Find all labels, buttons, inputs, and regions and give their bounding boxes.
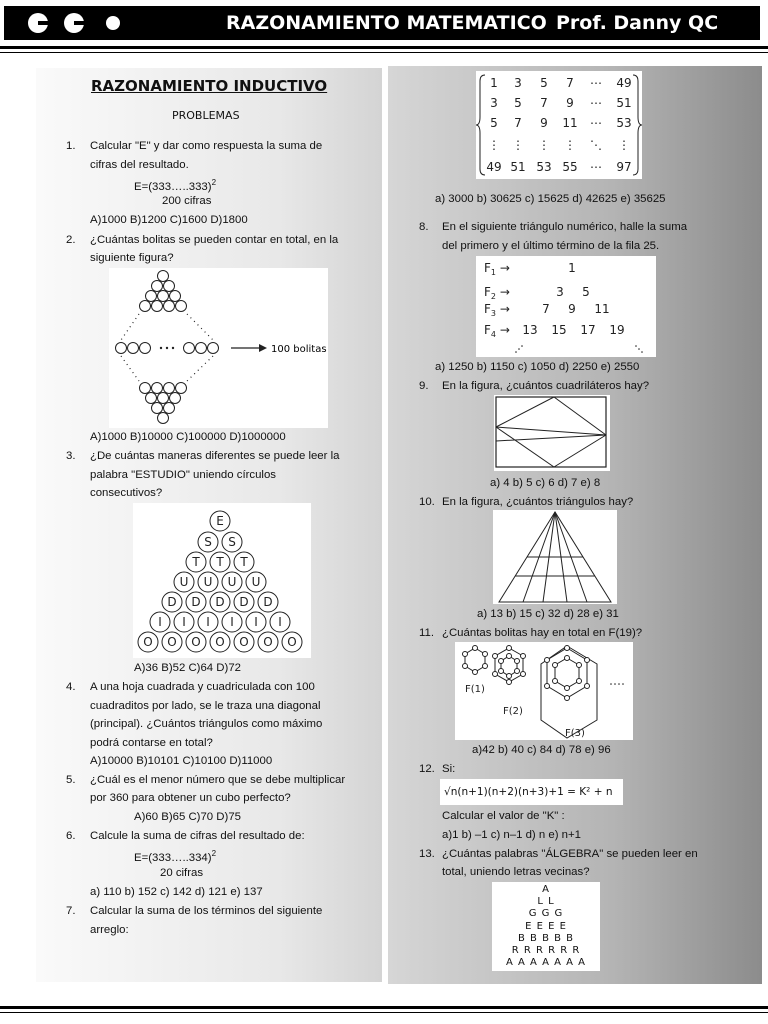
top-rule bbox=[0, 46, 768, 49]
letter-s: S bbox=[204, 535, 212, 549]
matrix-cell: 9 bbox=[566, 96, 574, 110]
letter-u: U bbox=[179, 575, 189, 589]
matrix-cell: 49 bbox=[486, 160, 502, 174]
answer-options: A)60 B)65 C)70 D)75 bbox=[134, 811, 241, 823]
estudio-figure bbox=[133, 503, 311, 658]
problem-text: ¿De cuántas maneras diferentes se puede leer la bbox=[90, 450, 340, 462]
bottom-rule-thin bbox=[0, 1012, 768, 1013]
matrix-cell: 5 bbox=[540, 76, 548, 90]
matrix-cell: 5 bbox=[514, 96, 522, 110]
answer-options: A)10000 B)10101 C)10100 D)11000 bbox=[90, 755, 273, 767]
answer-options: a) 3000 b) 30625 c) 15625 d) 42625 e) 35625 bbox=[435, 193, 666, 205]
matrix-cell: 7 bbox=[514, 116, 522, 130]
matrix-cell: 49 bbox=[616, 76, 632, 90]
algebra-row: A A A A A A A bbox=[506, 957, 586, 969]
letter-d: D bbox=[263, 595, 273, 609]
balls-diagram bbox=[109, 268, 328, 428]
problem-text: (principal). ¿Cuántos triángulos como máximo bbox=[90, 718, 323, 730]
letter-u: U bbox=[203, 575, 213, 589]
problem-text: podrá contarse en total? bbox=[90, 737, 213, 749]
section-subtitle: PROBLEMAS bbox=[172, 109, 240, 122]
letter-d: D bbox=[191, 595, 201, 609]
letter-o: O bbox=[263, 635, 273, 649]
matrix-cell: ⋮ bbox=[512, 138, 524, 152]
triangle-diagram bbox=[493, 510, 617, 604]
triangle-value: 5 bbox=[582, 285, 590, 299]
triangle-figure bbox=[493, 510, 617, 604]
triangle-value: 9 bbox=[568, 302, 576, 316]
problem-text: Calcular la suma de los términos del siguiente bbox=[90, 905, 323, 917]
algebra-row: R R R R R R bbox=[511, 945, 581, 957]
problem-text: consecutivos? bbox=[90, 487, 163, 499]
letter-u: U bbox=[227, 575, 237, 589]
formula-box bbox=[440, 779, 623, 805]
algebra-triangle bbox=[492, 884, 600, 969]
problem-text: Si: bbox=[442, 763, 456, 775]
problem-text: siguiente figura? bbox=[90, 252, 174, 264]
matrix-cell: ⋮ bbox=[538, 138, 550, 152]
figure-label: F(1) bbox=[465, 684, 485, 695]
letter-o: O bbox=[191, 635, 201, 649]
letter-u: U bbox=[251, 575, 261, 589]
problem-text: ¿Cuál es el menor número que se debe multiplicar bbox=[90, 774, 346, 786]
letter-i: I bbox=[158, 615, 162, 629]
header-title: RAZONAMIENTO MATEMATICO bbox=[226, 12, 547, 34]
problem-text: En la figura, ¿cuántos triángulos hay? bbox=[442, 496, 634, 508]
matrix-cell: 53 bbox=[616, 116, 632, 130]
matrix-cell: 11 bbox=[562, 116, 578, 130]
matrix-cell: 3 bbox=[490, 96, 498, 110]
letter-t: T bbox=[216, 555, 224, 569]
answer-options: A)36 B)52 C)64 D)72 bbox=[134, 662, 241, 674]
problem-text: Calcule la suma de cifras del resultado de: bbox=[90, 830, 305, 842]
answer-options: a)42 b) 40 c) 84 d) 78 e) 96 bbox=[472, 744, 611, 756]
problem-text: total, uniendo letras vecinas? bbox=[442, 866, 590, 878]
dot-icon bbox=[64, 13, 84, 33]
algebra-row: L L bbox=[537, 896, 555, 908]
algebra-row: G G G bbox=[528, 908, 564, 920]
problem-number: 12. bbox=[419, 763, 435, 775]
problem-text: En el siguiente triángulo numérico, halle la suma bbox=[442, 221, 688, 233]
balls-figure bbox=[109, 268, 328, 428]
problem-number: 10. bbox=[419, 496, 435, 508]
formula: E=(333…..333)$^2$ bbox=[134, 178, 217, 193]
problem-number: 3. bbox=[66, 450, 76, 462]
problem-number: 1. bbox=[66, 140, 76, 152]
problem-number: 7. bbox=[66, 905, 76, 917]
formula: √n(n+1)(n+2)(n+3)+1 = K² + n bbox=[444, 786, 613, 798]
formula-note: 200 cifras bbox=[162, 195, 212, 207]
matrix-cell: ⋮ bbox=[488, 138, 500, 152]
hexagon-figure bbox=[455, 642, 633, 740]
problem-text: ¿Cuántas bolitas hay en total en F(19)? bbox=[442, 627, 643, 639]
triangle-value: 7 bbox=[542, 302, 550, 316]
dot-icon bbox=[28, 13, 48, 33]
problem-text: A una hoja cuadrada y cuadriculada con 100 bbox=[90, 681, 315, 693]
matrix-cell: 55 bbox=[562, 160, 578, 174]
letter-i: I bbox=[278, 615, 282, 629]
problem-text: por 360 para obtener un cubo perfecto? bbox=[90, 792, 291, 804]
dot-icon bbox=[106, 16, 120, 30]
answer-options: a) 13 b) 15 c) 32 d) 28 e) 31 bbox=[477, 608, 619, 620]
matrix-cell: ⋯ bbox=[590, 96, 602, 110]
problem-text: cifras del resultado. bbox=[90, 159, 189, 171]
problem-text: arreglo: bbox=[90, 924, 129, 936]
letter-d: D bbox=[215, 595, 225, 609]
matrix-cell: ⋮ bbox=[564, 138, 576, 152]
matrix-cell: ⋯ bbox=[590, 116, 602, 130]
number-triangle bbox=[476, 256, 656, 357]
algebra-figure bbox=[492, 882, 600, 971]
algebra-row: E E E E bbox=[525, 920, 567, 932]
triangle-value: 13 bbox=[522, 323, 538, 337]
problem-number: 5. bbox=[66, 774, 76, 786]
problem-number: 2. bbox=[66, 234, 76, 246]
matrix-cell: 7 bbox=[566, 76, 574, 90]
letter-i: I bbox=[254, 615, 258, 629]
triangle-value: 19 bbox=[609, 323, 625, 337]
formula: E=(333…..334)$^2$ bbox=[134, 849, 217, 864]
figure-label: 100 bolitas bbox=[271, 344, 327, 355]
letter-o: O bbox=[287, 635, 297, 649]
letter-i: I bbox=[230, 615, 234, 629]
problem-text: Calcular el valor de "K" : bbox=[442, 810, 565, 822]
triangle-value: 3 bbox=[556, 285, 564, 299]
problem-text: En la figura, ¿cuántos cuadriláteros hay? bbox=[442, 380, 650, 392]
answer-options: A)1000 B)1200 C)1600 D)1800 bbox=[90, 214, 248, 226]
matrix-cell: 97 bbox=[616, 160, 632, 174]
letter-o: O bbox=[143, 635, 153, 649]
matrix bbox=[476, 71, 642, 179]
number-triangle-figure bbox=[476, 256, 656, 357]
triangle-value: 15 bbox=[551, 323, 567, 337]
answer-options: a) 1250 b) 1150 c) 1050 d) 2250 e) 2550 bbox=[435, 361, 640, 373]
problem-number: 4. bbox=[66, 681, 76, 693]
matrix-cell: 1 bbox=[490, 76, 498, 90]
section-title: RAZONAMIENTO INDUCTIVO bbox=[91, 77, 328, 95]
hexagon-sequence bbox=[455, 642, 633, 740]
problem-text: ¿Cuántas bolitas se pueden contar en total, en la bbox=[90, 234, 339, 246]
row-label: $F_1$ → bbox=[484, 261, 510, 277]
formula-note: 20 cifras bbox=[160, 867, 204, 879]
problem-text: del primero y el último término de la fila 25. bbox=[442, 240, 660, 252]
figure-label: F(3) bbox=[565, 728, 585, 739]
top-rule-thin bbox=[0, 52, 768, 53]
problem-text: palabra "ESTUDIO" uniendo círculos bbox=[90, 469, 276, 481]
matrix-cell: 7 bbox=[540, 96, 548, 110]
letter-i: I bbox=[182, 615, 186, 629]
problem-number: 9. bbox=[419, 380, 429, 392]
triangle-value: 1 bbox=[568, 261, 576, 275]
problem-text: Calcular "E" y dar como respuesta la suma de bbox=[90, 140, 323, 152]
matrix-cell: ⋯ bbox=[590, 160, 602, 174]
algebra-row: A bbox=[542, 884, 550, 895]
matrix-cell: ⋱ bbox=[590, 138, 602, 152]
letter-t: T bbox=[240, 555, 248, 569]
letter-d: D bbox=[239, 595, 249, 609]
matrix-cell: 3 bbox=[514, 76, 522, 90]
matrix-cell: 5 bbox=[490, 116, 498, 130]
problem-text: ¿Cuántas palabras "ÁLGEBRA" se pueden leer en bbox=[442, 848, 698, 860]
answer-options: a) 4 b) 5 c) 6 d) 7 e) 8 bbox=[490, 477, 601, 489]
letter-o: O bbox=[239, 635, 249, 649]
letter-t: T bbox=[192, 555, 200, 569]
matrix-cell: 9 bbox=[540, 116, 548, 130]
answer-options: A)1000 B)10000 C)100000 D)1000000 bbox=[90, 431, 286, 443]
problem-number: 6. bbox=[66, 830, 76, 842]
estudio-triangle bbox=[133, 503, 311, 658]
letter-o: O bbox=[167, 635, 177, 649]
answer-options: a)1 b) –1 c) n–1 d) n e) n+1 bbox=[442, 829, 581, 841]
quadrilateral-diagram bbox=[494, 395, 610, 471]
header-bar bbox=[4, 6, 760, 40]
letter-o: O bbox=[215, 635, 225, 649]
matrix-cell: 51 bbox=[616, 96, 632, 110]
matrix-figure bbox=[476, 71, 642, 179]
matrix-cell: 51 bbox=[510, 160, 526, 174]
letter-d: D bbox=[167, 595, 177, 609]
problem-number: 13. bbox=[419, 848, 435, 860]
row-label: $F_3$ → bbox=[484, 302, 510, 318]
matrix-cell: ⋮ bbox=[618, 138, 630, 152]
header-author: Prof. Danny QC bbox=[556, 12, 719, 34]
letter-i: I bbox=[206, 615, 210, 629]
matrix-cell: 53 bbox=[536, 160, 552, 174]
bottom-rule bbox=[0, 1006, 768, 1009]
triangle-value: 17 bbox=[580, 323, 596, 337]
figure-label: F(2) bbox=[503, 706, 523, 717]
triangle-value: 11 bbox=[594, 302, 610, 316]
letter-s: S bbox=[228, 535, 236, 549]
answer-options: a) 110 b) 152 c) 142 d) 121 e) 137 bbox=[90, 886, 263, 898]
row-label: $F_2$ → bbox=[484, 285, 510, 301]
row-label: $F_4$ → bbox=[484, 323, 510, 339]
problem-number: 11. bbox=[419, 627, 434, 639]
problem-number: 8. bbox=[419, 221, 429, 233]
matrix-cell: ⋯ bbox=[590, 76, 602, 90]
algebra-row: B B B B B bbox=[517, 932, 575, 944]
quadrilateral-figure bbox=[494, 395, 610, 471]
problem-text: cuadraditos por lado, se le traza una diagonal bbox=[90, 700, 321, 712]
letter-e: E bbox=[216, 514, 224, 528]
